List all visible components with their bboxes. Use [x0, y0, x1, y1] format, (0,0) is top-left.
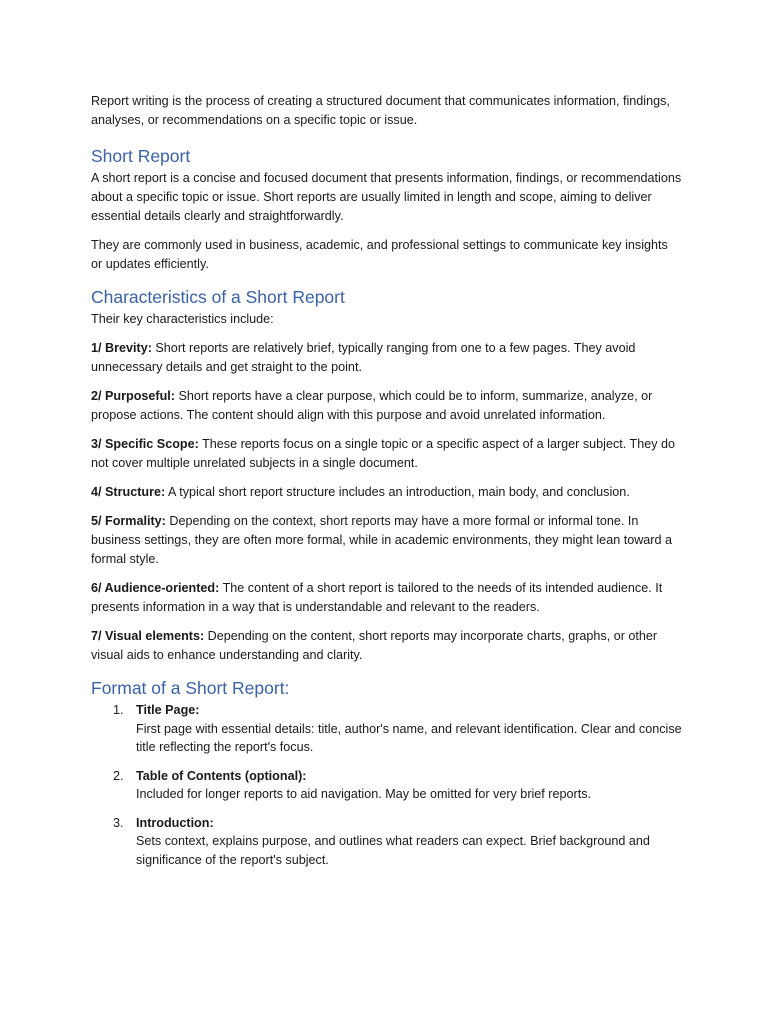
characteristic-label: 7/ Visual elements: — [91, 629, 205, 643]
characteristic-text: The content of a short report is tailored to the needs of its intended audience. It presents information in a way that is understandable and relevant to the readers. — [91, 581, 663, 614]
characteristic-item — [91, 627, 682, 665]
format-item-number: 2. — [113, 768, 124, 783]
characteristic-item — [91, 512, 682, 569]
characteristic-text: Depending on the content, short reports may incorporate charts, graphs, or other visual aids to enhance understanding and clarity. — [91, 629, 658, 662]
short-report-paragraph-2: They are commonly used in business, academic, and professional settings to communicate key insights or updates efficiently. — [91, 238, 668, 271]
characteristics-lead: Their key characteristics include: — [91, 312, 274, 326]
format-item-text: Included for longer reports to aid navigation. May be omitted for very brief reports. — [136, 787, 592, 801]
characteristic-item — [91, 387, 682, 425]
characteristic-text: Short reports have a clear purpose, which could be to inform, summarize, analyze, or propose actions. The content should align with this purpose and avoid unrelated information. — [91, 389, 653, 422]
characteristic-text: Depending on the context, short reports may have a more formal or informal tone. In business settings, they are often more formal, while in academic environments, they might lean toward a formal style. — [91, 514, 672, 566]
characteristic-item — [91, 579, 682, 617]
characteristic-label: 1/ Brevity: — [91, 341, 152, 355]
characteristic-label: 3/ Specific Scope: — [91, 437, 199, 451]
format-list-item — [91, 701, 682, 757]
characteristic-label: 6/ Audience-oriented: — [91, 581, 220, 595]
characteristic-text: A typical short report structure includes an introduction, main body, and conclusion. — [165, 485, 630, 499]
characteristic-item — [91, 483, 682, 502]
characteristic-text: Short reports are relatively brief, typically ranging from one to a few pages. They avoid unnecessary details and get straight to the point. — [91, 341, 636, 374]
short-report-paragraph-1: A short report is a concise and focused document that presents information, findings, or recommendations about a specific topic or issue. Short reports are usually limited in length and scope, aiming to deliver essential details clearly and straightforwardly. — [91, 171, 682, 223]
format-item-number: 3. — [113, 815, 124, 830]
format-heading: Format of a Short Report: — [91, 678, 290, 698]
characteristic-label: 5/ Formality: — [91, 514, 166, 528]
format-item-title: Introduction: — [136, 815, 214, 830]
short-report-heading: Short Report — [91, 146, 191, 166]
format-item-number: 1. — [113, 703, 124, 717]
format-item-text: Sets context, explains purpose, and outlines what readers can expect. Brief background and significance of the report's subject. — [136, 834, 650, 867]
characteristic-label: 2/ Purposeful: — [91, 389, 175, 403]
format-list-item — [91, 814, 682, 870]
characteristic-item — [91, 339, 682, 377]
characteristic-item — [91, 435, 682, 473]
characteristic-label: 4/ Structure: — [91, 485, 166, 499]
characteristics-heading: Characteristics of a Short Report — [91, 287, 345, 307]
format-item-title: Table of Contents (optional): — [136, 768, 307, 783]
intro-paragraph: Report writing is the process of creating a structured document that communicates information, findings, analyses, or recommendations on a specific topic or issue. — [91, 94, 670, 127]
characteristic-text: These reports focus on a single topic or a specific aspect of a larger subject. They do not cover multiple unrelated subjects in a single document. — [91, 437, 676, 470]
format-list — [91, 701, 682, 869]
format-item-title: Title Page: — [136, 703, 200, 717]
format-list-item — [91, 767, 682, 804]
format-item-text: First page with essential details: title, author's name, and relevant identification. Clear and concise title reflecting the report's focus. — [136, 721, 682, 754]
